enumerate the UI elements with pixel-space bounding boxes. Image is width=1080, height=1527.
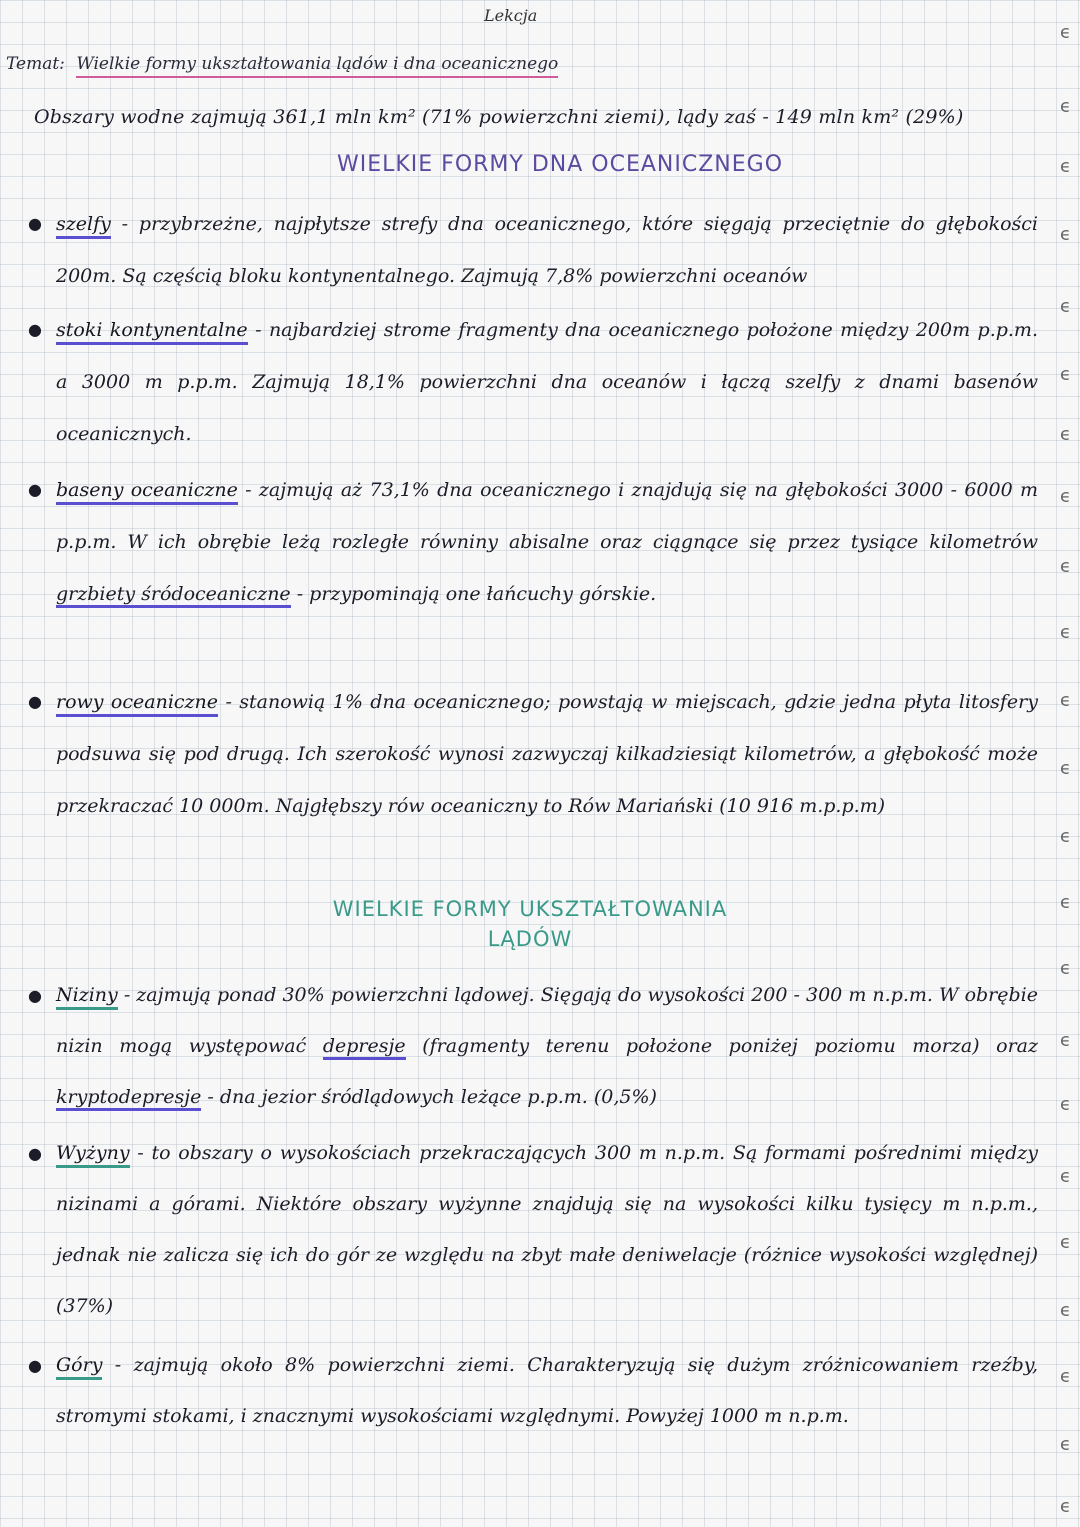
ring-binder-hole-icon: ϵ — [1060, 1166, 1072, 1187]
ring-binder-hole-icon: ϵ — [1060, 1366, 1072, 1387]
term-description: - zajmują aż 73,1% dna oceanicznego i znajdują się na głębokości 3000 - 6000 m p.p.m. W ich obrębie leżą rozległe równiny abisalne oraz ciągnące się przez tysiące kilometrów — [56, 479, 1039, 553]
list-item-stoki — [28, 304, 1038, 460]
ring-binder-hole-icon: ϵ — [1060, 1496, 1072, 1517]
term-description-end: - dna jezior śródlądowych leżące p.p.m. (0,5%) — [201, 1086, 657, 1108]
bullet-icon: ● — [28, 1356, 42, 1375]
intro-sentence: Obszary wodne zajmują 361,1 mln km² (71% powierzchni ziemi), lądy zaś - 149 mln km² (29%) — [34, 106, 964, 128]
bullet-icon: ● — [28, 1144, 42, 1163]
margin-binder-column — [1054, 0, 1074, 1527]
ring-binder-hole-icon: ϵ — [1060, 690, 1072, 711]
term-label: Góry — [56, 1354, 102, 1380]
land-section-heading — [300, 894, 760, 954]
land-heading-line-2: LĄDÓW — [487, 927, 573, 951]
list-item-text — [28, 464, 1038, 620]
bullet-icon: ● — [28, 214, 42, 233]
bullet-icon: ● — [28, 480, 42, 499]
ring-binder-hole-icon: ϵ — [1060, 892, 1072, 913]
bullet-icon: ● — [28, 986, 42, 1005]
list-item-text — [28, 304, 1038, 460]
term-description: - zajmują ponad 30% powierzchni lądowej. Sięgają do wysokości 200 - 300 m n.p.m. W obrębie nizin mogą występować — [56, 984, 1038, 1057]
ring-binder-hole-icon: ϵ — [1060, 224, 1072, 245]
ring-binder-hole-icon: ϵ — [1060, 486, 1072, 507]
ring-binder-hole-icon: ϵ — [1060, 556, 1072, 577]
list-item-wyzyny — [28, 1128, 1038, 1332]
ring-binder-hole-icon: ϵ — [1060, 424, 1072, 445]
list-item-text — [28, 198, 1038, 302]
term-label: rowy oceaniczne — [56, 691, 218, 717]
list-item-rowy — [28, 676, 1038, 832]
list-item-text — [28, 1340, 1038, 1442]
ring-binder-hole-icon: ϵ — [1060, 758, 1072, 779]
ring-binder-hole-icon: ϵ — [1060, 1434, 1072, 1455]
list-item-niziny — [28, 970, 1038, 1123]
term-description-end: - przypominają one łańcuchy górskie. — [290, 583, 657, 605]
term-description: - stanowią 1% dna oceanicznego; powstają w miejscach, gdzie jedna płyta litosfery podsuwa się pod drugą. Ich szerokość wynosi zazwyczaj kilkadziesiąt kilometrów, a głębokość może przekraczać 10 000m. Najgłębszy rów oceaniczny to Rów Mariański (10 916 m.p.p.m) — [56, 691, 1038, 817]
topic-label: Temat: — [6, 54, 65, 74]
ring-binder-hole-icon: ϵ — [1060, 364, 1072, 385]
underlined-phrase: grzbiety śródoceaniczne — [56, 583, 291, 608]
ocean-section-heading: WIELKIE FORMY DNA OCEANICZNEGO — [336, 152, 784, 177]
ring-binder-hole-icon: ϵ — [1060, 22, 1072, 43]
bullet-icon: ● — [28, 692, 42, 711]
ring-binder-hole-icon: ϵ — [1060, 958, 1072, 979]
term-description: - przybrzeżne, najpłytsze strefy dna oceanicznego, które sięgają przeciętnie do głębokości 200m. Są częścią bloku kontynentalnego. Zajmują 7,8% powierzchni oceanów — [56, 213, 1038, 287]
list-item-baseny — [28, 464, 1038, 620]
topic-text: Wielkie formy ukształtowania lądów i dna oceanicznego — [76, 54, 558, 78]
ring-binder-hole-icon: ϵ — [1060, 1232, 1072, 1253]
ring-binder-hole-icon: ϵ — [1060, 826, 1072, 847]
ring-binder-hole-icon: ϵ — [1060, 96, 1072, 117]
list-item-gory — [28, 1340, 1038, 1442]
list-item-text — [28, 970, 1038, 1123]
term-label: Wyżyny — [56, 1142, 130, 1168]
term-label: baseny oceaniczne — [56, 479, 238, 505]
term-label: szelfy — [56, 213, 111, 239]
ring-binder-hole-icon: ϵ — [1060, 1300, 1072, 1321]
list-item-text — [28, 1128, 1038, 1332]
topic-line — [6, 54, 558, 74]
underlined-kryptodepresje: kryptodepresje — [56, 1086, 201, 1111]
term-label: stoki kontynentalne — [56, 319, 248, 345]
term-description: - zajmują około 8% powierzchni ziemi. Charakteryzują się dużym zróżnicowaniem rzeźby, stromymi stokami, i znacznymi wysokościami względnymi. Powyżej 1000 m n.p.m. — [56, 1354, 1038, 1427]
ring-binder-hole-icon: ϵ — [1060, 1030, 1072, 1051]
underlined-depresje: depresje — [323, 1035, 406, 1060]
ring-binder-hole-icon: ϵ — [1060, 156, 1072, 177]
term-description: - to obszary o wysokościach przekraczających 300 m n.p.m. Są formami pośrednimi między nizinami a górami. Niektóre obszary wyżynne znajdują się na wysokości kilku tysięcy m n.p.m., jednak nie zalicza się ich do gór ze względu na zbyt małe deniwelacje (różnice wysokości względnej) (37%) — [56, 1142, 1038, 1317]
ring-binder-hole-icon: ϵ — [1060, 1094, 1072, 1115]
ring-binder-hole-icon: ϵ — [1060, 296, 1072, 317]
ring-binder-hole-icon: ϵ — [1060, 622, 1072, 643]
term-description: - najbardziej strome fragmenty dna oceanicznego położone między 200m p.p.m. a 3000 m p.p.m. Zajmują 18,1% powierzchni dna oceanów i łączą szelfy z dnami basenów oceanicznych. — [56, 319, 1038, 445]
term-label: Niziny — [56, 984, 118, 1010]
term-description-mid: (fragmenty terenu położone poniżej poziomu morza) oraz — [405, 1035, 1038, 1057]
bullet-icon: ● — [28, 320, 42, 339]
list-item-szelfy — [28, 198, 1038, 302]
land-heading-line-1: WIELKIE FORMY UKSZTAŁTOWANIA — [332, 897, 728, 921]
lesson-header: Lekcja — [484, 6, 538, 25]
list-item-text — [28, 676, 1038, 832]
